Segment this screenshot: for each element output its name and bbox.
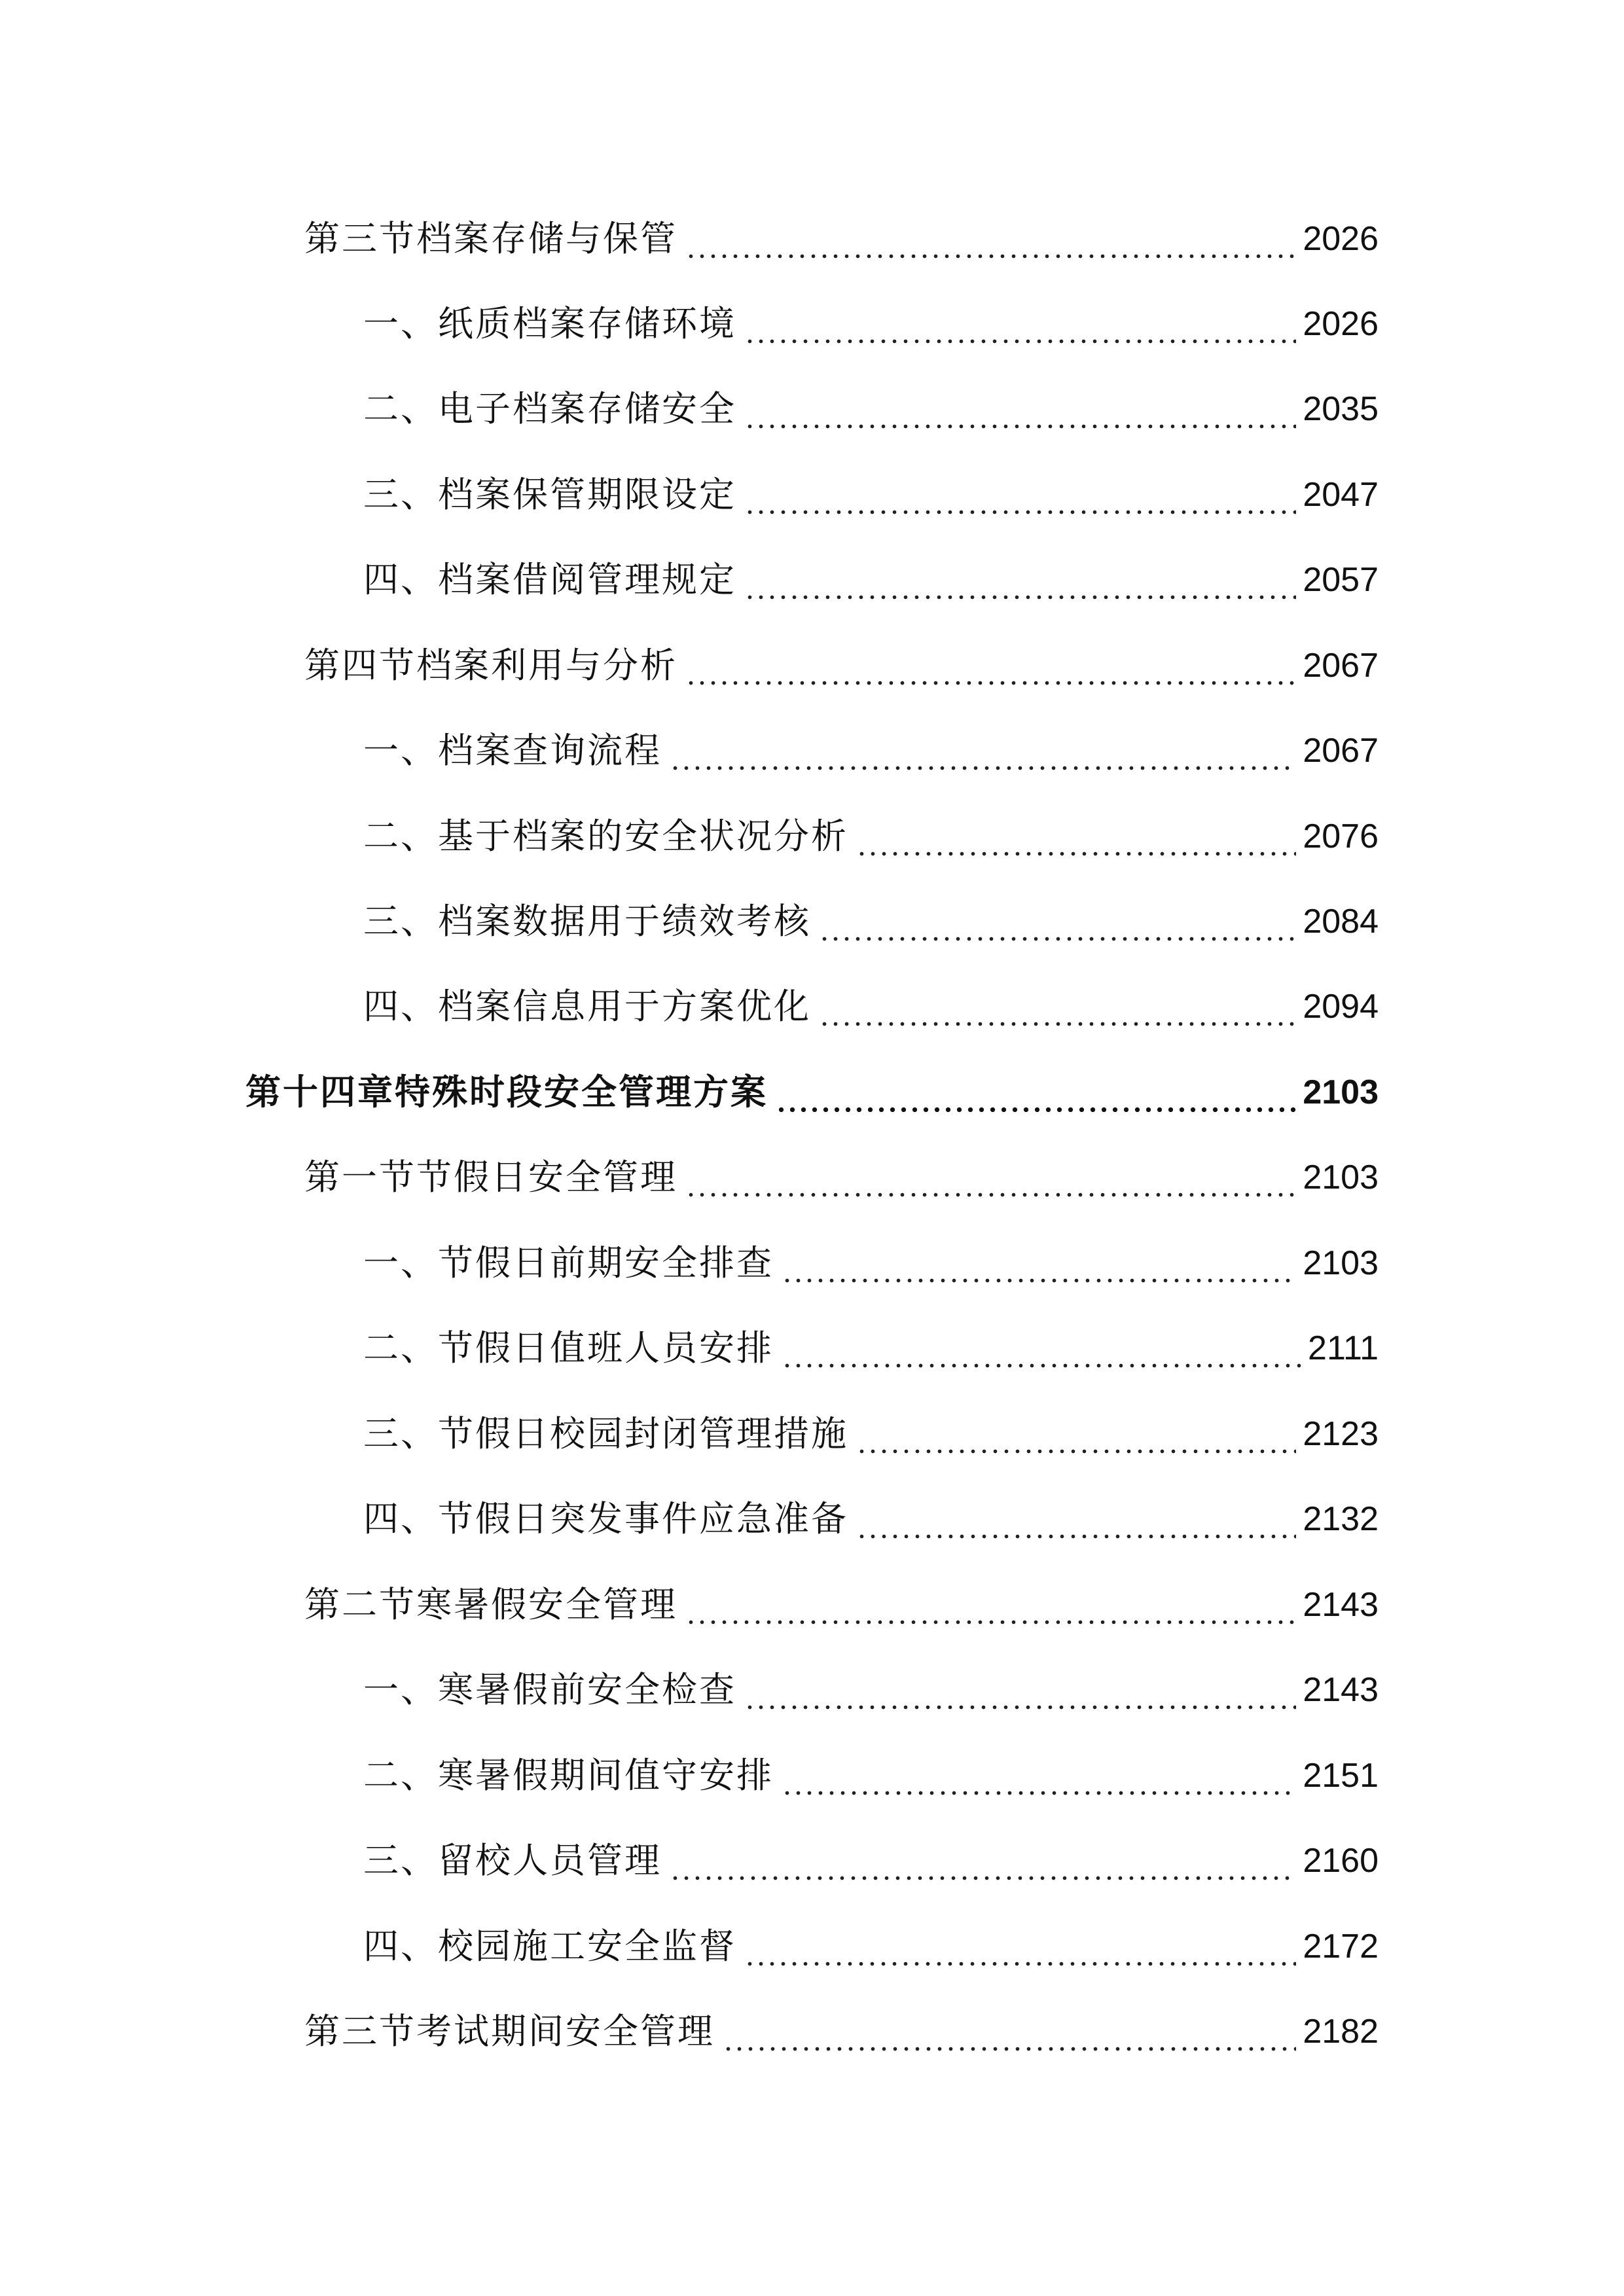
toc-entry-title: 第四节档案利用与分析: [304, 645, 677, 686]
toc-page-number: 2094: [1303, 988, 1379, 1026]
dot-leader: [685, 639, 1296, 692]
toc-page-number: 2151: [1303, 1757, 1379, 1795]
toc-entry-title: 四、节假日突发事件应急准备: [363, 1498, 848, 1539]
toc-entry-section[interactable]: [304, 2005, 1379, 2058]
toc-entry-chapter[interactable]: [245, 1066, 1379, 1119]
toc-entry-item[interactable]: [363, 554, 1379, 606]
toc-page-number: 2067: [1303, 732, 1379, 770]
dot-leader: [744, 554, 1296, 606]
toc-page-number: 2047: [1303, 476, 1379, 514]
dot-leader: [744, 469, 1296, 521]
toc-entry-title: 三、留校人员管理: [363, 1840, 662, 1881]
toc-entry-item[interactable]: [363, 895, 1379, 948]
toc-entry-title: 第三节考试期间安全管理: [304, 2011, 715, 2052]
toc-entry-item[interactable]: [363, 980, 1379, 1033]
toc-page-number: 2111: [1308, 1329, 1379, 1367]
dot-leader: [776, 1066, 1296, 1119]
toc-entry-title: 第二节寒暑假安全管理: [304, 1584, 677, 1625]
toc-entry-section[interactable]: [304, 213, 1379, 265]
toc-entry-item[interactable]: [363, 725, 1379, 777]
toc-entry-title: 三、档案数据用于绩效考核: [363, 901, 811, 942]
dot-leader: [856, 1408, 1296, 1460]
toc-page-number: 2182: [1303, 2013, 1379, 2051]
toc-entry-item[interactable]: [363, 298, 1379, 350]
toc-entry-title: 四、档案信息用于方案优化: [363, 986, 811, 1027]
toc-page-number: 2103: [1303, 1073, 1379, 1111]
toc-page-number: 2132: [1303, 1500, 1379, 1538]
dot-leader: [819, 980, 1296, 1033]
toc-entry-title: 四、档案借阅管理规定: [363, 559, 736, 600]
dot-leader: [685, 213, 1296, 265]
toc-entry-item[interactable]: [363, 1493, 1379, 1545]
dot-leader: [856, 810, 1296, 863]
toc-entry-section[interactable]: [304, 639, 1379, 692]
toc-page-number: 2076: [1303, 817, 1379, 855]
toc-entry-title: 二、基于档案的安全状况分析: [363, 816, 848, 857]
toc-page-number: 2026: [1303, 220, 1379, 258]
dot-leader: [819, 895, 1296, 948]
toc-page-number: 2084: [1303, 903, 1379, 941]
toc-page-number: 2103: [1303, 1244, 1379, 1282]
toc-entry-section[interactable]: [304, 1151, 1379, 1204]
toc-page-number: 2057: [1303, 561, 1379, 599]
dot-leader: [782, 1749, 1296, 1802]
toc-entry-title: 二、节假日值班人员安排: [363, 1327, 774, 1369]
toc-entry-title: 一、节假日前期安全排查: [363, 1242, 774, 1283]
toc-entry-title: 三、节假日校园封闭管理措施: [363, 1413, 848, 1454]
toc-page-number: 2026: [1303, 305, 1379, 343]
toc-entry-item[interactable]: [363, 1664, 1379, 1716]
toc-entry-title: 三、档案保管期限设定: [363, 474, 736, 515]
toc-entry-title: 第三节档案存储与保管: [304, 218, 677, 259]
toc-entry-item[interactable]: [363, 1920, 1379, 1973]
toc-entry-title: 第十四章特殊时段安全管理方案: [245, 1071, 768, 1113]
toc-entry-title: 一、寒暑假前安全检查: [363, 1669, 736, 1710]
toc-entry-title: 一、纸质档案存储环境: [363, 303, 736, 344]
toc-entry-title: 二、电子档案存储安全: [363, 388, 736, 429]
dot-leader: [744, 383, 1296, 435]
toc-entry-item[interactable]: [363, 383, 1379, 435]
toc-page-number: 2172: [1303, 1928, 1379, 1965]
toc-entry-title: 第一节节假日安全管理: [304, 1157, 677, 1198]
toc-entry-item[interactable]: [363, 1835, 1379, 1887]
toc-entry-item[interactable]: [363, 1237, 1379, 1289]
toc-entry-title: 二、寒暑假期间值守安排: [363, 1755, 774, 1796]
toc-entry-item[interactable]: [363, 469, 1379, 521]
dot-leader: [856, 1493, 1296, 1545]
toc-page-number: 2143: [1303, 1671, 1379, 1709]
dot-leader: [782, 1237, 1296, 1289]
dot-leader: [723, 2005, 1296, 2058]
toc-entry-item[interactable]: [363, 1749, 1379, 1802]
toc-page-number: 2103: [1303, 1158, 1379, 1196]
toc-entry-title: 四、校园施工安全监督: [363, 1926, 736, 1967]
toc-entry-section[interactable]: [304, 1579, 1379, 1631]
toc-entry-item[interactable]: [363, 1322, 1379, 1374]
toc-entry-item[interactable]: [363, 1408, 1379, 1460]
dot-leader: [744, 1664, 1296, 1716]
toc-page-number: 2160: [1303, 1842, 1379, 1880]
toc-page-number: 2123: [1303, 1415, 1379, 1453]
dot-leader: [670, 1835, 1296, 1887]
dot-leader: [744, 1920, 1296, 1973]
toc-page-number: 2143: [1303, 1586, 1379, 1624]
dot-leader: [670, 725, 1296, 777]
dot-leader: [685, 1151, 1296, 1204]
dot-leader: [782, 1322, 1301, 1374]
toc-page-number: 2067: [1303, 647, 1379, 685]
toc-page-number: 2035: [1303, 390, 1379, 428]
dot-leader: [685, 1579, 1296, 1631]
toc-entry-item[interactable]: [363, 810, 1379, 863]
dot-leader: [744, 298, 1296, 350]
toc-entry-title: 一、档案查询流程: [363, 730, 662, 771]
